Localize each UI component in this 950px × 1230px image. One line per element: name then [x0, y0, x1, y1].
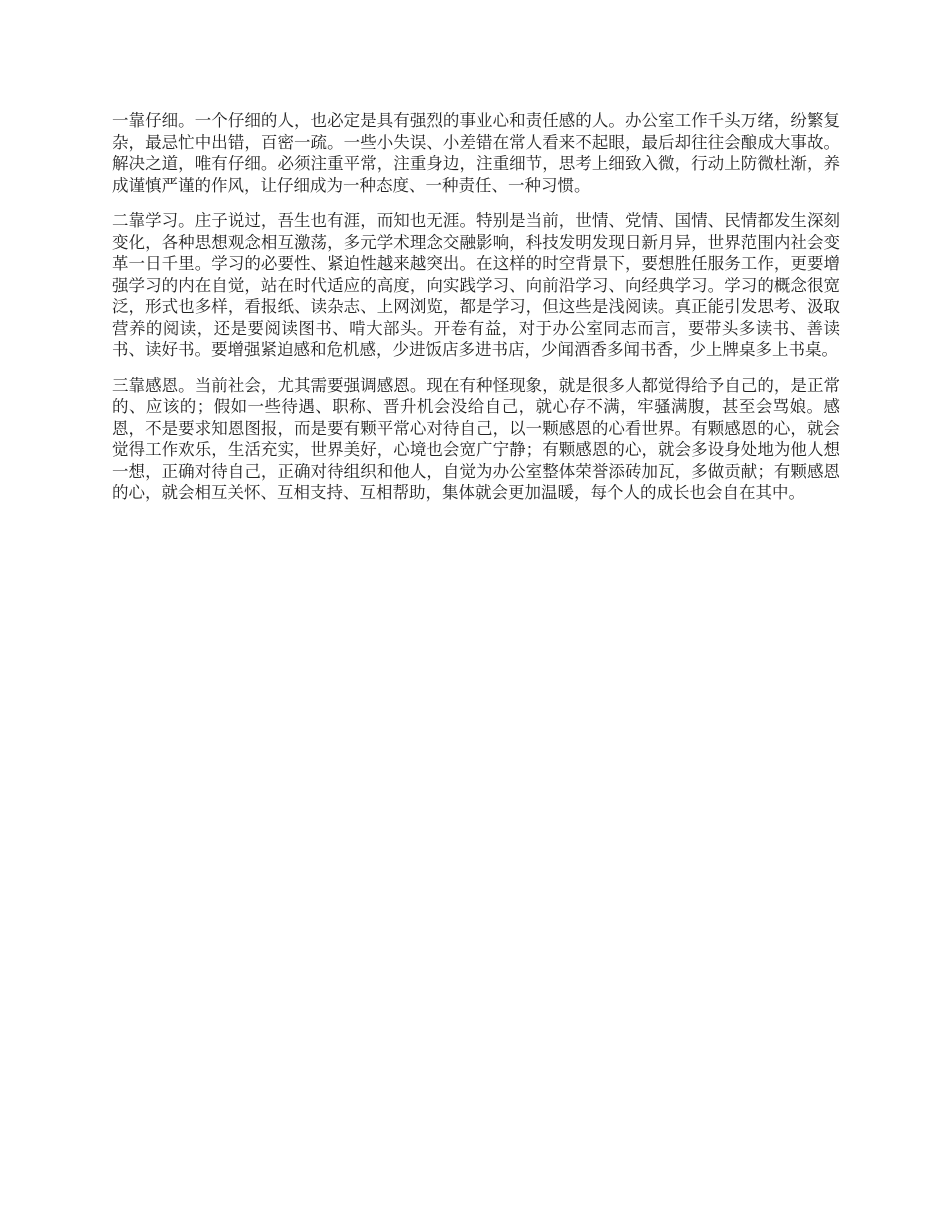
paragraph-learning: 二靠学习。庄子说过，吾生也有涯，而知也无涯。特别是当前，世情、党情、国情、民情都发生深刻变化，各种思想观念相互激荡，多元学术理念交融影响，科技发明发现日新月异，世界范围内社会变革一日千里。学习的必要性、紧迫性越来越突出。在这样的时空背景下，要想胜任服务工作，更要增强学习的内在自觉，站在时代适应的高度，向实践学习、向前沿学习、向经典学习。学习的概念很宽泛，形式也多样，看报纸、读杂志、上网浏览，都是学习，但这些是浅阅读。真正能引发思考、汲取营养的阅读，还是要阅读图书、啃大部头。开卷有益，对于办公室同志而言，要带头多读书、善读书、读好书。要增强紧迫感和危机感，少进饭店多进书店，少闻酒香多闻书香，少上牌桌多上书桌。: [112, 211, 840, 359]
paragraph-carefulness: 一靠仔细。一个仔细的人，也必定是具有强烈的事业心和责任感的人。办公室工作千头万绪，纷繁复杂，最忌忙中出错，百密一疏。一些小失误、小差错在常人看来不起眼，最后却往往会酿成大事故。解决之道，唯有仔细。必须注重平常，注重身边，注重细节，思考上细致入微，行动上防微杜渐，养成谨慎严谨的作风，让仔细成为一种态度、一种责任、一种习惯。: [112, 111, 840, 195]
document-body: [112, 110, 840, 518]
paragraph-gratitude: 三靠感恩。当前社会，尤其需要强调感恩。现在有种怪现象，就是很多人都觉得给予自己的，是正常的、应该的；假如一些待遇、职称、晋升机会没给自己，就心存不满，牢骚满腹，甚至会骂娘。感恩，不是要求知恩图报，而是要有颗平常心对待自己，以一颗感恩的心看世界。有颗感恩的心，就会觉得工作欢乐，生活充实，世界美好，心境也会宽广宁静；有颗感恩的心，就会多设身处地为他人想一想，正确对待自己，正确对待组织和他人，自觉为办公室整体荣誉添砖加瓦，多做贡献；有颗感恩的心，就会相互关怀、互相支持、互相帮助，集体就会更加温暖，每个人的成长也会自在其中。: [112, 375, 840, 502]
